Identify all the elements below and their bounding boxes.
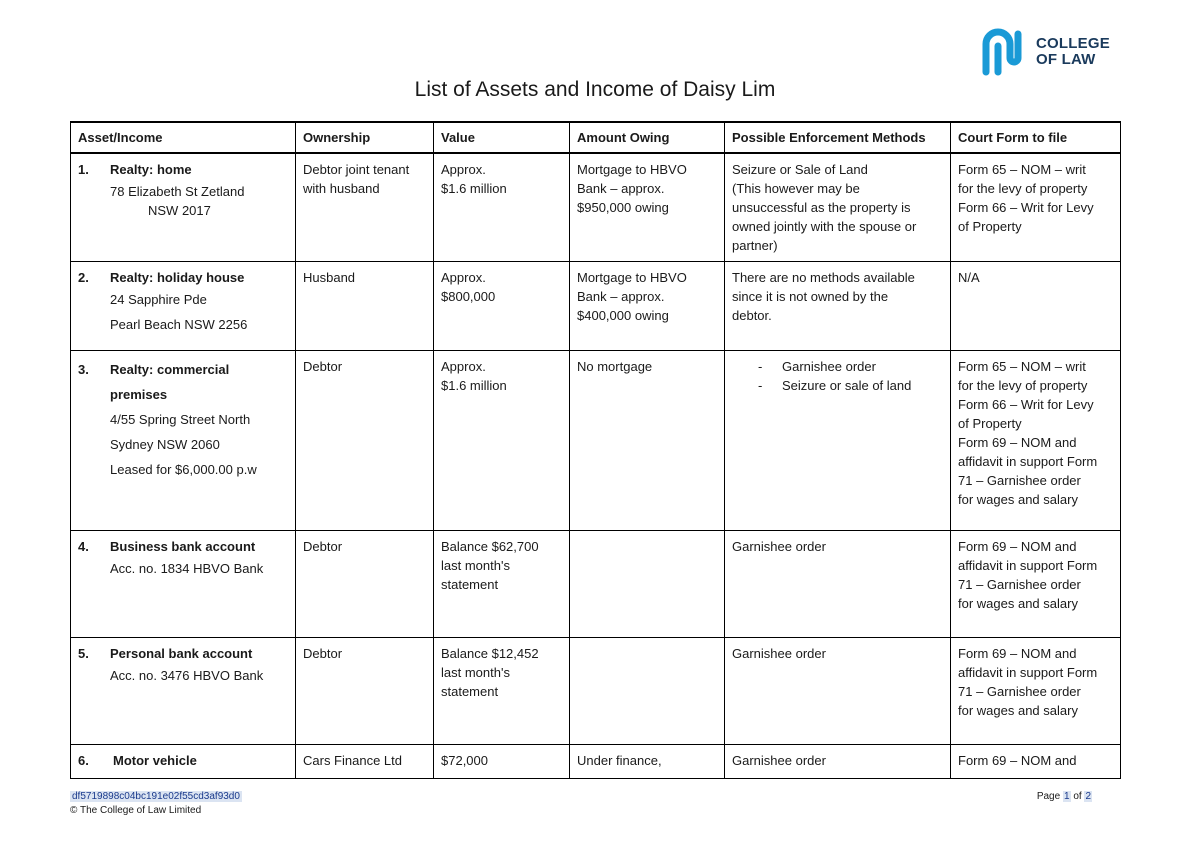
asset-title: Realty: home bbox=[110, 162, 192, 177]
owing-line: $400,000 owing bbox=[577, 308, 669, 323]
assets-table bbox=[70, 121, 1121, 779]
header-enforcement-methods: Possible Enforcement Methods bbox=[725, 122, 951, 153]
value-cell bbox=[434, 351, 570, 531]
asset-cell bbox=[71, 638, 296, 745]
row-number: 1. bbox=[78, 162, 89, 177]
asset-title: Business bank account bbox=[110, 539, 256, 554]
document-id: df5719898c04bc191e02f55cd3af93d0 bbox=[72, 791, 240, 802]
value-line: Approx. bbox=[441, 162, 486, 177]
owing-cell bbox=[570, 351, 725, 531]
asset-title: Motor vehicle bbox=[113, 753, 197, 768]
value-line: statement bbox=[441, 577, 499, 592]
owing-line: No mortgage bbox=[577, 359, 653, 374]
asset-line: Leased for $6,000.00 p.w bbox=[110, 462, 257, 477]
asset-cell bbox=[71, 745, 296, 779]
ownership-cell bbox=[296, 262, 434, 351]
ownership-line: Debtor bbox=[303, 359, 343, 374]
enforcement-list bbox=[732, 357, 943, 395]
enforcement-line: owned jointly with the spouse or bbox=[732, 219, 917, 234]
enforcement-cell bbox=[725, 262, 951, 351]
form-line: affidavit in support Form bbox=[958, 454, 1098, 469]
logo-line1: COLLEGE bbox=[1036, 35, 1110, 52]
enforcement-line: (This however may be bbox=[732, 181, 860, 196]
enforcement-line: debtor. bbox=[732, 308, 772, 323]
college-of-law-logo bbox=[982, 28, 1122, 76]
owing-cell bbox=[570, 745, 725, 779]
form-line: affidavit in support Form bbox=[958, 665, 1098, 680]
value-line: $800,000 bbox=[441, 289, 496, 304]
asset-cell bbox=[71, 153, 296, 262]
enforcement-line: Seizure or Sale of Land bbox=[732, 162, 868, 177]
asset-line: Sydney NSW 2060 bbox=[110, 437, 220, 452]
ownership-line: Cars Finance Ltd bbox=[303, 753, 402, 768]
form-line: of Property bbox=[958, 416, 1022, 431]
row-number: 4. bbox=[78, 539, 89, 554]
table-row bbox=[71, 745, 1121, 779]
value-cell bbox=[434, 262, 570, 351]
court-form-cell bbox=[951, 531, 1121, 638]
form-line: affidavit in support Form bbox=[958, 558, 1098, 573]
value-line: $72,000 bbox=[441, 753, 488, 768]
form-line: Form 69 – NOM and bbox=[958, 753, 1077, 768]
owing-cell bbox=[570, 153, 725, 262]
header-asset-income: Asset/Income bbox=[71, 122, 296, 153]
ownership-line: Debtor joint tenant bbox=[303, 162, 410, 177]
logo-line2: OF LAW bbox=[1036, 51, 1096, 68]
logo-text bbox=[1036, 36, 1110, 68]
asset-line: 78 Elizabeth St Zetland bbox=[110, 184, 245, 199]
asset-line: 24 Sapphire Pde bbox=[110, 292, 207, 307]
court-form-cell bbox=[951, 745, 1121, 779]
row-number: 5. bbox=[78, 646, 89, 661]
enforcement-list-item: - Garnishee order bbox=[758, 357, 943, 376]
asset-title: Realty: commercial bbox=[110, 362, 230, 377]
form-line: Form 69 – NOM and bbox=[958, 435, 1077, 450]
value-cell bbox=[434, 745, 570, 779]
ownership-cell bbox=[296, 745, 434, 779]
page-label: Page bbox=[1036, 791, 1061, 802]
form-line: N/A bbox=[958, 270, 980, 285]
form-line: for wages and salary bbox=[958, 492, 1078, 507]
owing-cell bbox=[570, 638, 725, 745]
header-amount-owing: Amount Owing bbox=[570, 122, 725, 153]
value-line: $1.6 million bbox=[441, 378, 507, 393]
row-number: 6. bbox=[78, 753, 89, 768]
form-line: Form 66 – Writ for Levy bbox=[958, 200, 1094, 215]
form-line: Form 69 – NOM and bbox=[958, 539, 1077, 554]
enforcement-line: Garnishee order bbox=[732, 539, 826, 554]
asset-title-line2: premises bbox=[110, 387, 168, 402]
form-line: for wages and salary bbox=[958, 703, 1078, 718]
enforcement-line: partner) bbox=[732, 238, 778, 253]
page-of: of bbox=[1073, 791, 1082, 802]
owing-line: Mortgage to HBVO bbox=[577, 270, 687, 285]
value-line: last month's bbox=[441, 558, 510, 573]
asset-cell bbox=[71, 351, 296, 531]
asset-cell bbox=[71, 531, 296, 638]
enforcement-line: There are no methods available bbox=[732, 270, 915, 285]
enforcement-cell bbox=[725, 531, 951, 638]
copyright-notice: © The College of Law Limited bbox=[70, 805, 202, 816]
form-line: for the levy of property bbox=[958, 181, 1088, 196]
enforcement-line: unsuccessful as the property is bbox=[732, 200, 911, 215]
owing-line: Under finance, bbox=[577, 753, 662, 768]
asset-title: Personal bank account bbox=[110, 646, 253, 661]
ownership-line: Husband bbox=[303, 270, 356, 285]
owing-line: $950,000 owing bbox=[577, 200, 669, 215]
enforcement-cell bbox=[725, 153, 951, 262]
ownership-cell bbox=[296, 153, 434, 262]
form-line: Form 65 – NOM – writ bbox=[958, 162, 1086, 177]
asset-line: NSW 2017 bbox=[148, 203, 211, 218]
page-indicator bbox=[1037, 791, 1092, 802]
ownership-cell bbox=[296, 531, 434, 638]
value-line: Balance $62,700 bbox=[441, 539, 539, 554]
form-line: Form 69 – NOM and bbox=[958, 646, 1077, 661]
court-form-cell bbox=[951, 262, 1121, 351]
form-line: Form 66 – Writ for Levy bbox=[958, 397, 1094, 412]
owing-line: Bank – approx. bbox=[577, 289, 665, 304]
owing-line: Mortgage to HBVO bbox=[577, 162, 687, 177]
asset-line: Acc. no. 3476 HBVO Bank bbox=[110, 668, 264, 683]
page-title: List of Assets and Income of Daisy Lim bbox=[414, 78, 776, 101]
value-cell bbox=[434, 638, 570, 745]
value-line: Balance $12,452 bbox=[441, 646, 539, 661]
owing-line: Bank – approx. bbox=[577, 181, 665, 196]
form-line: of Property bbox=[958, 219, 1022, 234]
page-current: 1 bbox=[1063, 791, 1070, 802]
table-row bbox=[71, 638, 1121, 745]
court-form-cell bbox=[951, 351, 1121, 531]
ownership-line: Debtor bbox=[303, 646, 343, 661]
header-value: Value bbox=[434, 122, 570, 153]
ownership-cell bbox=[296, 351, 434, 531]
table-header-row bbox=[71, 122, 1121, 153]
asset-line: 4/55 Spring Street North bbox=[110, 412, 251, 427]
table-row bbox=[71, 531, 1121, 638]
enforcement-cell bbox=[725, 638, 951, 745]
form-line: 71 – Garnishee order bbox=[958, 577, 1081, 592]
form-line: for wages and salary bbox=[958, 596, 1078, 611]
value-cell bbox=[434, 153, 570, 262]
page-total: 2 bbox=[1085, 791, 1091, 802]
header-court-form: Court Form to file bbox=[951, 122, 1121, 153]
owing-cell bbox=[570, 531, 725, 638]
value-line: Approx. bbox=[441, 359, 486, 374]
table-row bbox=[71, 262, 1121, 351]
court-form-cell bbox=[951, 638, 1121, 745]
header-ownership: Ownership bbox=[296, 122, 434, 153]
enforcement-line: Garnishee order bbox=[732, 646, 826, 661]
value-line: last month's bbox=[441, 665, 510, 680]
row-number: 2. bbox=[78, 270, 89, 285]
asset-title: Realty: holiday house bbox=[110, 270, 245, 285]
asset-cell bbox=[71, 262, 296, 351]
table-row bbox=[71, 153, 1121, 262]
value-line: statement bbox=[441, 684, 499, 699]
form-line: 71 – Garnishee order bbox=[958, 473, 1081, 488]
value-cell bbox=[434, 531, 570, 638]
enforcement-line: Garnishee order bbox=[732, 753, 826, 768]
form-line: 71 – Garnishee order bbox=[958, 684, 1081, 699]
enforcement-cell bbox=[725, 351, 951, 531]
form-line: for the levy of property bbox=[958, 378, 1088, 393]
table-row bbox=[71, 351, 1121, 531]
value-line: $1.6 million bbox=[441, 181, 507, 196]
value-line: Approx. bbox=[441, 270, 486, 285]
form-line: Form 65 – NOM – writ bbox=[958, 359, 1086, 374]
ownership-line: Debtor bbox=[303, 539, 343, 554]
court-form-cell bbox=[951, 153, 1121, 262]
ownership-line: with husband bbox=[303, 181, 380, 196]
row-number: 3. bbox=[78, 362, 89, 377]
enforcement-list-item: - Seizure or sale of land bbox=[758, 376, 943, 395]
owing-cell bbox=[570, 262, 725, 351]
asset-line: Acc. no. 1834 HBVO Bank bbox=[110, 561, 264, 576]
asset-line: Pearl Beach NSW 2256 bbox=[110, 317, 248, 332]
enforcement-line: since it is not owned by the bbox=[732, 289, 889, 304]
enforcement-cell bbox=[725, 745, 951, 779]
college-of-law-logo-icon bbox=[982, 28, 1028, 76]
ownership-cell bbox=[296, 638, 434, 745]
